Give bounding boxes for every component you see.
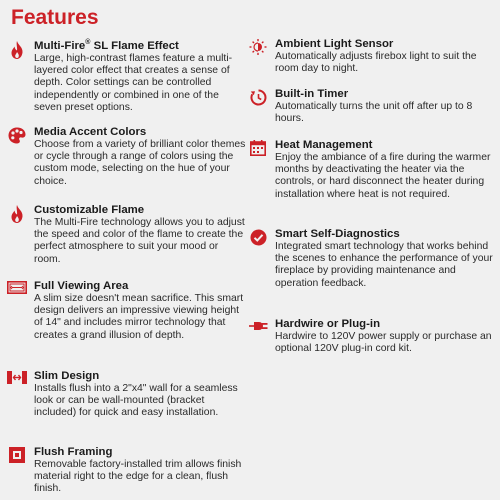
- feature-title: Smart Self-Diagnostics: [275, 228, 400, 240]
- slim-design-icon: [7, 371, 27, 389]
- feature-title: Full Viewing Area: [34, 280, 129, 292]
- palette-icon: [7, 127, 27, 145]
- feature-title: Built-in Timer: [275, 88, 349, 100]
- timer-icon: [248, 89, 268, 107]
- feature-title: Flush Framing: [34, 446, 113, 458]
- feature-title: Multi-Fire® SL Flame Effect: [34, 39, 179, 52]
- feature-title: Ambient Light Sensor: [275, 38, 394, 50]
- plug-icon: [248, 319, 268, 337]
- check-circle-icon: [248, 229, 268, 247]
- feature-title: Media Accent Colors: [34, 126, 147, 138]
- feature-description: Automatically turns the unit off after up to 8 hours.: [275, 101, 473, 125]
- feature-description: A slim size doesn't mean sacrifice. This smart design delivers an impressive viewing height of 14" and includes mirror technology that creates a grand illusion of depth.: [34, 293, 244, 341]
- feature-description: Integrated smart technology that works behind the scenes to enhance the performance of your fireplace by providing maintenance and operation feedback.: [275, 241, 493, 289]
- feature-title: Slim Design: [34, 370, 100, 382]
- feature-description: Hardwire to 120V power supply or purchase an optional 120V plug-in cord kit.: [275, 331, 492, 355]
- viewing-area-icon: [7, 281, 27, 299]
- flame-icon: [7, 41, 27, 59]
- flame-icon: [7, 205, 27, 223]
- feature-description: Large, high-contrast flames feature a multi-layered color effect that creates a sense of depth. Color settings can be controlled independently or combined in one of the seven preset options.: [34, 53, 233, 113]
- feature-title: Hardwire or Plug-in: [275, 318, 381, 330]
- feature-description: Enjoy the ambiance of a fire during the warmer months by deactivating the heater via the controls, or hard disconnect the heater during installation where heat is not required.: [275, 152, 491, 200]
- feature-description: Removable factory-installed trim allows finish material right to the edge for a clean, flush finish.: [34, 459, 242, 495]
- feature-description: Choose from a variety of brilliant color themes or cycle through a range of colors using the custom mode, selecting on the hue of your choice.: [34, 139, 246, 187]
- light-sensor-icon: [248, 39, 268, 57]
- calendar-icon: [248, 140, 268, 158]
- feature-description: The Multi-Fire technology allows you to adjust the speed and color of the flame to create the perfect atmosphere to suit your mood or room.: [34, 217, 245, 265]
- feature-description: Installs flush into a 2"x4" wall for a seamless look or can be wall-mounted (bracket included) for quick and easy installation.: [34, 383, 238, 419]
- feature-description: Automatically adjusts firebox light to suit the room day to night.: [275, 51, 477, 75]
- page-title: Features: [11, 6, 99, 29]
- feature-title: Customizable Flame: [34, 204, 145, 216]
- feature-title: Heat Management: [275, 139, 373, 151]
- flush-framing-icon: [7, 447, 27, 465]
